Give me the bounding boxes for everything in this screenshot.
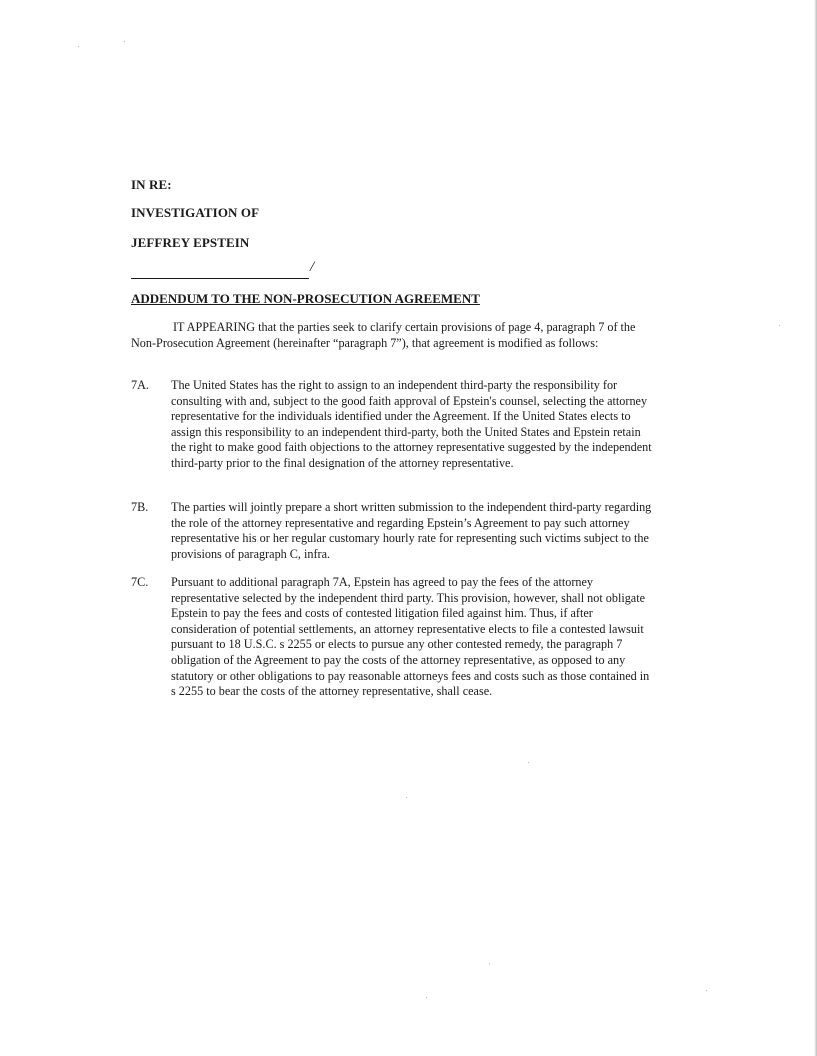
scan-speck — [78, 46, 79, 47]
scan-speck — [489, 963, 490, 964]
scan-speck — [779, 325, 780, 326]
paragraph-text: Pursuant to additional paragraph 7A, Epstein has agreed to pay the fees of the attorney representative selected by the independent third party. This provision, however, shall not obligate Epstein to pay the fees and costs of contested litigation filed against him. Thus, if after consideration of potential settlements, an attorney representative elects to file a contested lawsuit pursuant to 18 U.S.C. s 2255 or elects to pursue any other contested remedy, the paragraph 7 obligation of the Agreement to pay the costs of the attorney representative, as opposed to any statutory or other obligations to pay reasonable attorneys fees and costs such as those contained in s 2255 to bear the costs of the attorney representative, shall cease. — [171, 575, 650, 699]
caption-signature-line — [131, 260, 309, 279]
preamble-paragraph: IT APPEARING that the parties seek to clarify certain provisions of page 4, paragraph 7 of the Non-Prosecution Agreement (hereinafter “paragraph 7”), that agreement is modified as follows: — [131, 320, 636, 350]
caption-investigation-of: INVESTIGATION OF — [131, 205, 260, 220]
scan-speck — [706, 990, 707, 991]
scan-speck — [124, 41, 125, 42]
paragraph-text: The parties will jointly prepare a short written submission to the independent third-party regarding the role of the attorney representative and regarding Epstein’s Agreement to pay such attorney representative his or her regular customary hourly rate for representing such victims subject to the provisions of paragraph C, infra. — [171, 500, 652, 561]
paragraph-number: 7A. — [131, 378, 149, 392]
paragraph-text: The United States has the right to assign to an independent third-party the responsibility for consulting with and, subject to the good faith approval of Epstein's counsel, selecting the attorney representative for the individuals identified under the Agreement. If the United States elects to assign this responsibility to an independent third-party, both the United States and Epstein retain the right to make good faith objections to the attorney representative suggested by the independent third-party prior to the final designation of the attorney representative. — [171, 378, 652, 470]
caption-slash: / — [310, 259, 315, 275]
scan-speck — [426, 997, 427, 998]
paragraph-7a — [131, 378, 657, 472]
document-title: ADDENDUM TO THE NON-PROSECUTION AGREEMENT — [131, 291, 480, 306]
scan-speck — [528, 762, 529, 763]
paragraph-7c — [131, 575, 657, 700]
paragraph-number: 7B. — [131, 500, 149, 514]
scan-speck — [406, 797, 407, 798]
paragraph-7b — [131, 500, 657, 562]
caption-subject-name: JEFFREY EPSTEIN — [131, 235, 250, 250]
paragraph-number: 7C. — [131, 575, 149, 589]
caption-in-re: IN RE: — [131, 177, 172, 192]
